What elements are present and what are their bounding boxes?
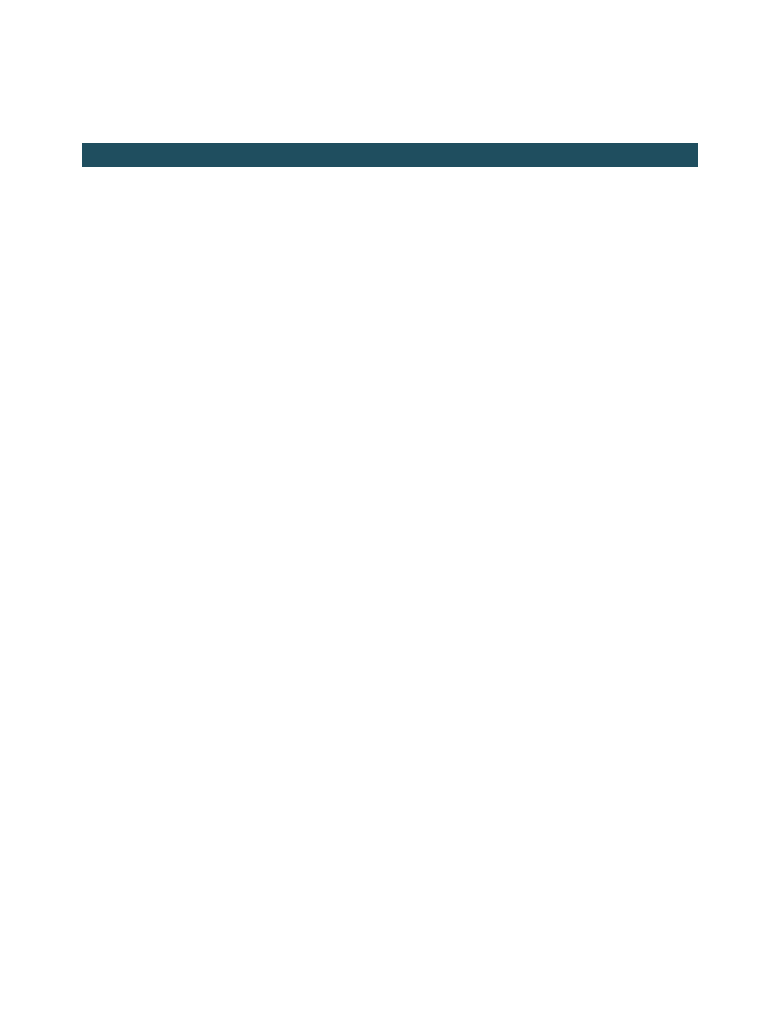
table-header	[82, 143, 698, 167]
metrados-table	[82, 176, 698, 890]
